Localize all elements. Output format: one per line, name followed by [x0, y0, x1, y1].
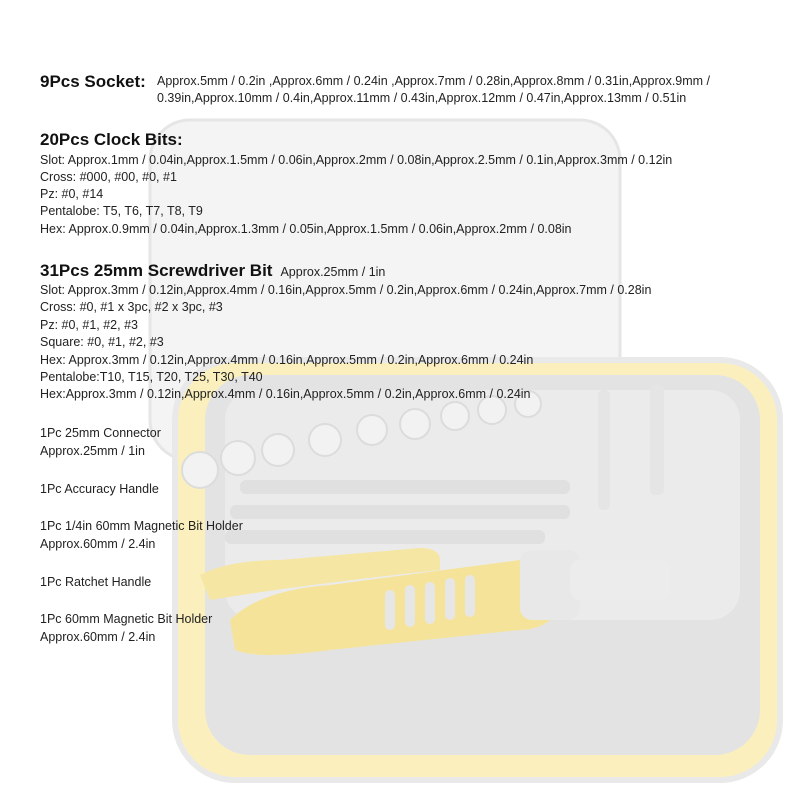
extra-item-size: Approx.25mm / 1in	[40, 444, 145, 458]
clock-bits-line: Cross: #000, #00, #0, #1	[40, 170, 177, 184]
extra-item-name: 1Pc 25mm Connector	[40, 426, 161, 440]
screwdriver-bits-title-text: 31Pcs 25mm Screwdriver Bit	[40, 261, 273, 280]
screwdriver-bits-line: Hex:Approx.3mm / 0.12in,Approx.4mm / 0.16in,Approx.5mm / 0.2in,Approx.6mm / 0.24in	[40, 387, 531, 401]
extra-item-name: 1Pc Ratchet Handle	[40, 575, 152, 589]
clock-bits-line: Slot: Approx.1mm / 0.04in,Approx.1.5mm / 0.06in,Approx.2mm / 0.08in,Approx.2.5mm / 0.1in,Approx.3mm / 0.12in	[40, 153, 673, 167]
screwdriver-bits-line: Pz: #0, #1, #2, #3	[40, 318, 138, 332]
extra-item-name: 1Pc 60mm Magnetic Bit Holder	[40, 612, 213, 626]
socket-sizes-line-2: 0.39in,Approx.10mm / 0.4in,Approx.11mm / 0.43in,Approx.12mm / 0.47in,Approx.13mm / 0.51in	[157, 91, 687, 105]
extra-item-name: 1Pc Accuracy Handle	[40, 482, 159, 496]
screwdriver-bits-line: Cross: #0, #1 x 3pc, #2 x 3pc, #3	[40, 300, 223, 314]
extra-item-size: Approx.60mm / 2.4in	[40, 630, 156, 644]
screwdriver-bits-line: Pentalobe:T10, T15, T20, T25, T30, T40	[40, 370, 263, 384]
screwdriver-bits-subtitle: Approx.25mm / 1in	[280, 265, 386, 279]
extra-item-name: 1Pc 1/4in 60mm Magnetic Bit Holder	[40, 519, 243, 533]
screwdriver-bits-line: Hex: Approx.3mm / 0.12in,Approx.4mm / 0.16in,Approx.5mm / 0.2in,Approx.6mm / 0.24in	[40, 353, 534, 367]
clock-bits-line: Pentalobe: T5, T6, T7, T8, T9	[40, 204, 203, 218]
screwdriver-bits-line: Square: #0, #1, #2, #3	[40, 335, 164, 349]
clock-bits-line: Hex: Approx.0.9mm / 0.04in,Approx.1.3mm / 0.05in,Approx.1.5mm / 0.06in,Approx.2mm / 0.08in	[40, 222, 572, 236]
screwdriver-bits-line: Slot: Approx.3mm / 0.12in,Approx.4mm / 0.16in,Approx.5mm / 0.2in,Approx.6mm / 0.24in,Approx.7mm / 0.28in	[40, 283, 652, 297]
clock-bits-title: 20Pcs Clock Bits:	[40, 130, 183, 149]
extra-item-size: Approx.60mm / 2.4in	[40, 537, 156, 551]
clock-bits-line: Pz: #0, #14	[40, 187, 104, 201]
screwdriver-bits-title	[40, 261, 385, 282]
socket-sizes-line-1: Approx.5mm / 0.2in ,Approx.6mm / 0.24in ,Approx.7mm / 0.28in,Approx.8mm / 0.31in,Approx.9mm /	[157, 74, 711, 88]
socket-title: 9Pcs Socket:	[40, 72, 146, 91]
